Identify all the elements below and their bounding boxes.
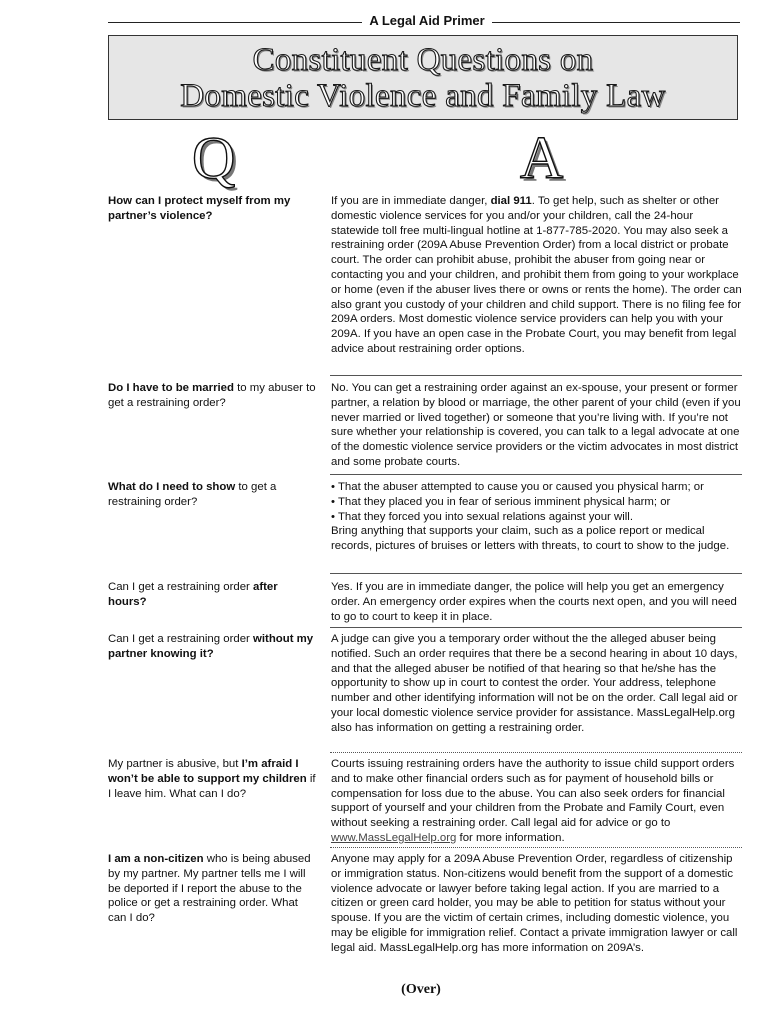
question: Can I get a restraining order without my partner knowing it?: [108, 633, 314, 660]
answer: If you are in immediate danger, dial 911. To get help, such as shelter or other domestic violence services for you and/or your children, call the 24-hour statewide toll free multi-lingual hotline at 1-877-785-2020. You may also seek a restraining order (209A Abuse Prevention Order) from a local district or probate court. The order can prohibit abuse, prohibit the abuser from going near or contacting you and your children, and prohibit them from going to your workplace or home (even if the abuser lives there or owns or rents the home). The order can also grant you custody of your children and child support. There is no filing fee for 209A orders. Most domestic violence service providers can help you with your 209A. If you have an open case in the Probate Court, you may benefit from legal advice about restraining order options.: [331, 195, 742, 355]
masslegalhelp-link[interactable]: www.MassLegalHelp.org: [331, 831, 457, 844]
row-divider: [330, 474, 742, 475]
answer: A judge can give you a temporary order without the the alleged abuser being notified. Such an order requires that there be a second hearing in about 10 days, and that the alleged abuser be notified of that hearing so that he/she has the opportunity to show up in court to contest the order. Your address, telephone number and other identifying information will not be on the order. Call legal aid or your local domestic violence service provider for assistance. MassLegalHelp.org also has information on getting a restraining order.: [331, 633, 738, 734]
row-divider: [330, 847, 742, 848]
row-divider: [330, 573, 742, 574]
row-divider: [330, 752, 742, 753]
question: My partner is abusive, but I’m afraid I won’t be able to support my children if I leave him. What can I do?: [108, 758, 316, 800]
primer-label: A Legal Aid Primer: [369, 13, 485, 28]
question-column-letter: Q: [192, 125, 236, 191]
answer: No. You can get a restraining order against an ex-spouse, your present or former partner, a relation by blood or marriage, the other parent of your child (even if you never married or lived together) or someone that you’re living with. If you’re not sure whether your relationship is covered, you can talk to a legal advocate at one of the domestic violence service providers or the victim advocates in most district and some probate courts.: [331, 382, 741, 468]
over-label: (Over): [401, 982, 441, 997]
primer-header: [108, 12, 740, 32]
row-divider: [330, 375, 742, 376]
bullet-item: • That they placed you in fear of serious imminent physical harm; or: [331, 495, 671, 508]
question: How can I protect myself from my partner’s violence?: [108, 195, 291, 222]
page-title-line-1: Constituent Questions on: [252, 42, 594, 78]
row-divider: [330, 627, 742, 628]
answer: Courts issuing restraining orders have the authority to issue child support orders and to make other financial orders such as for payment of household bills or compensation for loss due to the abuse. You can also seek orders for financial support of yourself and your children from the Probate and Family Court, even without seeking a restraining order. Call legal aid for advice or go to www.MassLegalHelp.org for more information.: [331, 758, 735, 844]
question: What do I need to show to get a restraining order?: [108, 481, 277, 508]
answer: • That the abuser attempted to cause you or caused you physical harm; or • That they placed you in fear of serious imminent physical harm; or • That they forced you into sexual relations against your will. Bring anything that supports your claim, such as a police report or medical records, pictures of bruises or letters with threats, to court to show to the judge.: [331, 480, 744, 554]
question: Can I get a restraining order after hours?: [108, 581, 278, 608]
answer: Yes. If you are in immediate danger, the police will help you get an emergency order. An emergency order expires when the courts next open, and you will need to go to court to keep it in place.: [331, 581, 737, 623]
question: I am a non-citizen who is being abused by my partner. My partner tells me I will be deported if I report the abuse to the police or get a restraining order. What can I do?: [108, 853, 311, 925]
bullet-item: • That they forced you into sexual relations against your will.: [331, 510, 633, 523]
answer-column-letter: A: [520, 125, 564, 191]
answer: Anyone may apply for a 209A Abuse Prevention Order, regardless of citizenship or immigration status. Non-citizens would benefit from the support of a domestic violence advocate or lawyer before taking legal action. If you are married to a citizen or green card holder, you may be able to petition for status without your spouse. If you are the victim of certain crimes, including domestic violence, you may be eligible for immigration relief. Contact a private immigration lawyer or call legal aid. MassLegalHelp.org has more information on 209A’s.: [331, 853, 738, 954]
page-title-line-2: Domestic Violence and Family Law: [180, 78, 666, 114]
header-rule-left: [108, 22, 362, 23]
question: Do I have to be married to my abuser to get a restraining order?: [108, 382, 316, 409]
title-box: [108, 35, 738, 120]
header-rule-right: [492, 22, 740, 23]
bullet-item: • That the abuser attempted to cause you or caused you physical harm; or: [331, 481, 704, 493]
